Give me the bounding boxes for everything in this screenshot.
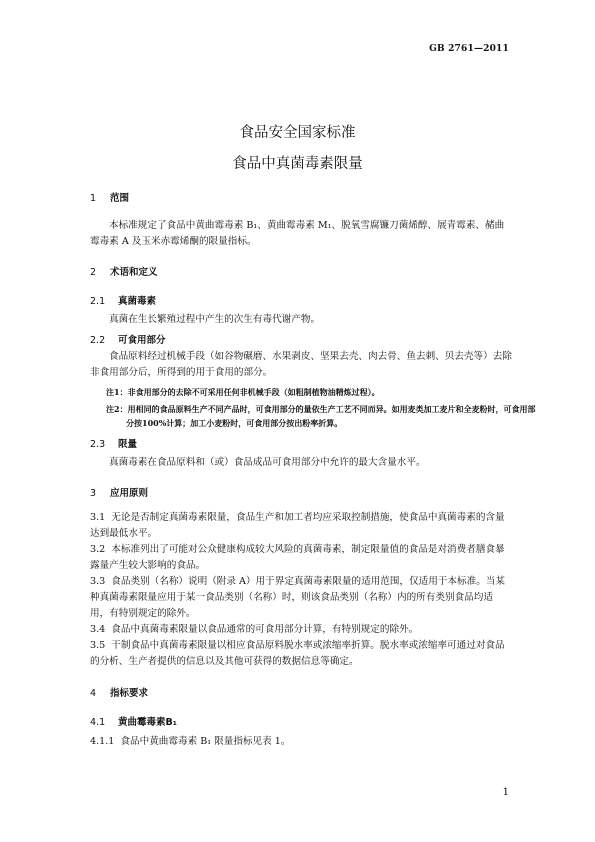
clause-text: 无论是否制定真菌毒素限量，食品生产和加工者均应采取控制措施，使食品中真菌毒素的含量达到最低水平。 xyxy=(90,512,505,539)
clause-title: 限量 xyxy=(118,439,138,450)
section-number: 3 xyxy=(90,488,97,499)
clause-number: 4.1 xyxy=(90,717,106,728)
clause-text: 本标准列出了可能对公众健康构成较大风险的真菌毒素，制定限量值的食品是对消费者膳食暴露量产生较大影响的食品。 xyxy=(90,544,505,571)
section-number: 1 xyxy=(90,193,97,204)
clause-4-1-heading xyxy=(90,714,177,728)
clause-number: 3.3 xyxy=(90,576,106,587)
clause-2-3-text: 真菌毒素在食品原料和（或）食品成品可食用部分中允许的最大含量水平。 xyxy=(109,457,426,468)
clause-3-5 xyxy=(90,638,512,670)
document-subtitle: 食品中真菌毒素限量 xyxy=(232,156,363,172)
clause-number: 3.1 xyxy=(90,512,106,523)
section-title: 术语和定义 xyxy=(110,267,158,278)
clause-number: 3.2 xyxy=(90,544,106,555)
section-title: 应用原则 xyxy=(110,488,149,499)
section-3-heading xyxy=(90,485,148,499)
clause-3-4 xyxy=(90,622,512,638)
section-number: 4 xyxy=(90,688,97,699)
clause-2-2-heading xyxy=(90,332,166,346)
clause-4-1-1 xyxy=(90,734,512,750)
clause-title: 黄曲霉毒素B₁ xyxy=(118,717,177,728)
clause-number: 2.2 xyxy=(90,335,106,346)
clause-number: 3.5 xyxy=(90,640,106,651)
clause-2-1-heading xyxy=(90,293,156,307)
clause-2-3-heading xyxy=(90,436,137,450)
clause-3-1 xyxy=(90,510,512,542)
clause-text: 干制食品中真菌毒素限量以相应食品原料脱水率或浓缩率折算。脱水率或浓缩率可通过对食品的分析、生产者提供的信息以及其他可获得的数据信息等确定。 xyxy=(90,640,505,667)
clause-number: 4.1.1 xyxy=(90,736,115,747)
clause-2-2-text: 食品原料经过机械手段（如谷物碾磨、水果剥皮、坚果去壳、肉去骨、鱼去刺、贝去壳等）去除非食用部分后，所得到的用于食用的部分。 xyxy=(90,351,512,378)
section-4-heading xyxy=(90,685,148,699)
clause-text: 食品中真菌毒素限量以食品通常的可食用部分计算，有特别规定的除外。 xyxy=(111,624,419,635)
section-title: 指标要求 xyxy=(110,688,149,699)
clause-3-3 xyxy=(90,574,512,622)
document-title: 食品安全国家标准 xyxy=(239,125,356,141)
standard-number: GB 2761—2011 xyxy=(429,44,509,54)
section-1-text: 本标准规定了食品中黄曲霉毒素 B₁、黄曲霉毒素 M₁、脱氧雪腐镰刀菌烯醇、展青霉素、赭曲霉毒素 A 及玉米赤霉烯酮的限量指标。 xyxy=(90,220,505,247)
note-2: 注2：用相同的食品原料生产不同产品时，可食用部分的量依生产工艺不同而异。如用麦类加工麦片和全麦粉时，可食用部分按100%计算；加工小麦粉时，可食用部分按出粉率折算。 xyxy=(106,404,536,428)
clause-text: 食品类别（名称）说明（附录 A）用于界定真菌毒素限量的适用范围，仅适用于本标准。当某种真菌毒素限量应用于某一食品类别（名称）时，则该食品类别（名称）内的所有类别食品均适用，有特别规定的除外。 xyxy=(90,576,505,619)
clause-title: 可食用部分 xyxy=(118,335,166,346)
clause-number: 3.4 xyxy=(90,624,106,635)
section-number: 2 xyxy=(90,267,97,278)
section-title: 范围 xyxy=(110,193,130,204)
clause-text: 食品中黄曲霉毒素 B₁ 限量指标见表 1。 xyxy=(120,736,291,747)
section-2-heading xyxy=(90,264,158,278)
page-number: 1 xyxy=(502,787,509,798)
clause-3-2 xyxy=(90,542,512,574)
note-1: 注1：非食用部分的去除不可采用任何非机械手段（如粗制植物油精炼过程）。 xyxy=(106,387,380,397)
clause-2-1-text: 真菌在生长繁殖过程中产生的次生有毒代谢产物。 xyxy=(109,314,321,325)
clause-number: 2.3 xyxy=(90,439,106,450)
section-1-heading xyxy=(90,190,129,204)
clause-number: 2.1 xyxy=(90,296,106,307)
clause-title: 真菌毒素 xyxy=(118,296,157,307)
